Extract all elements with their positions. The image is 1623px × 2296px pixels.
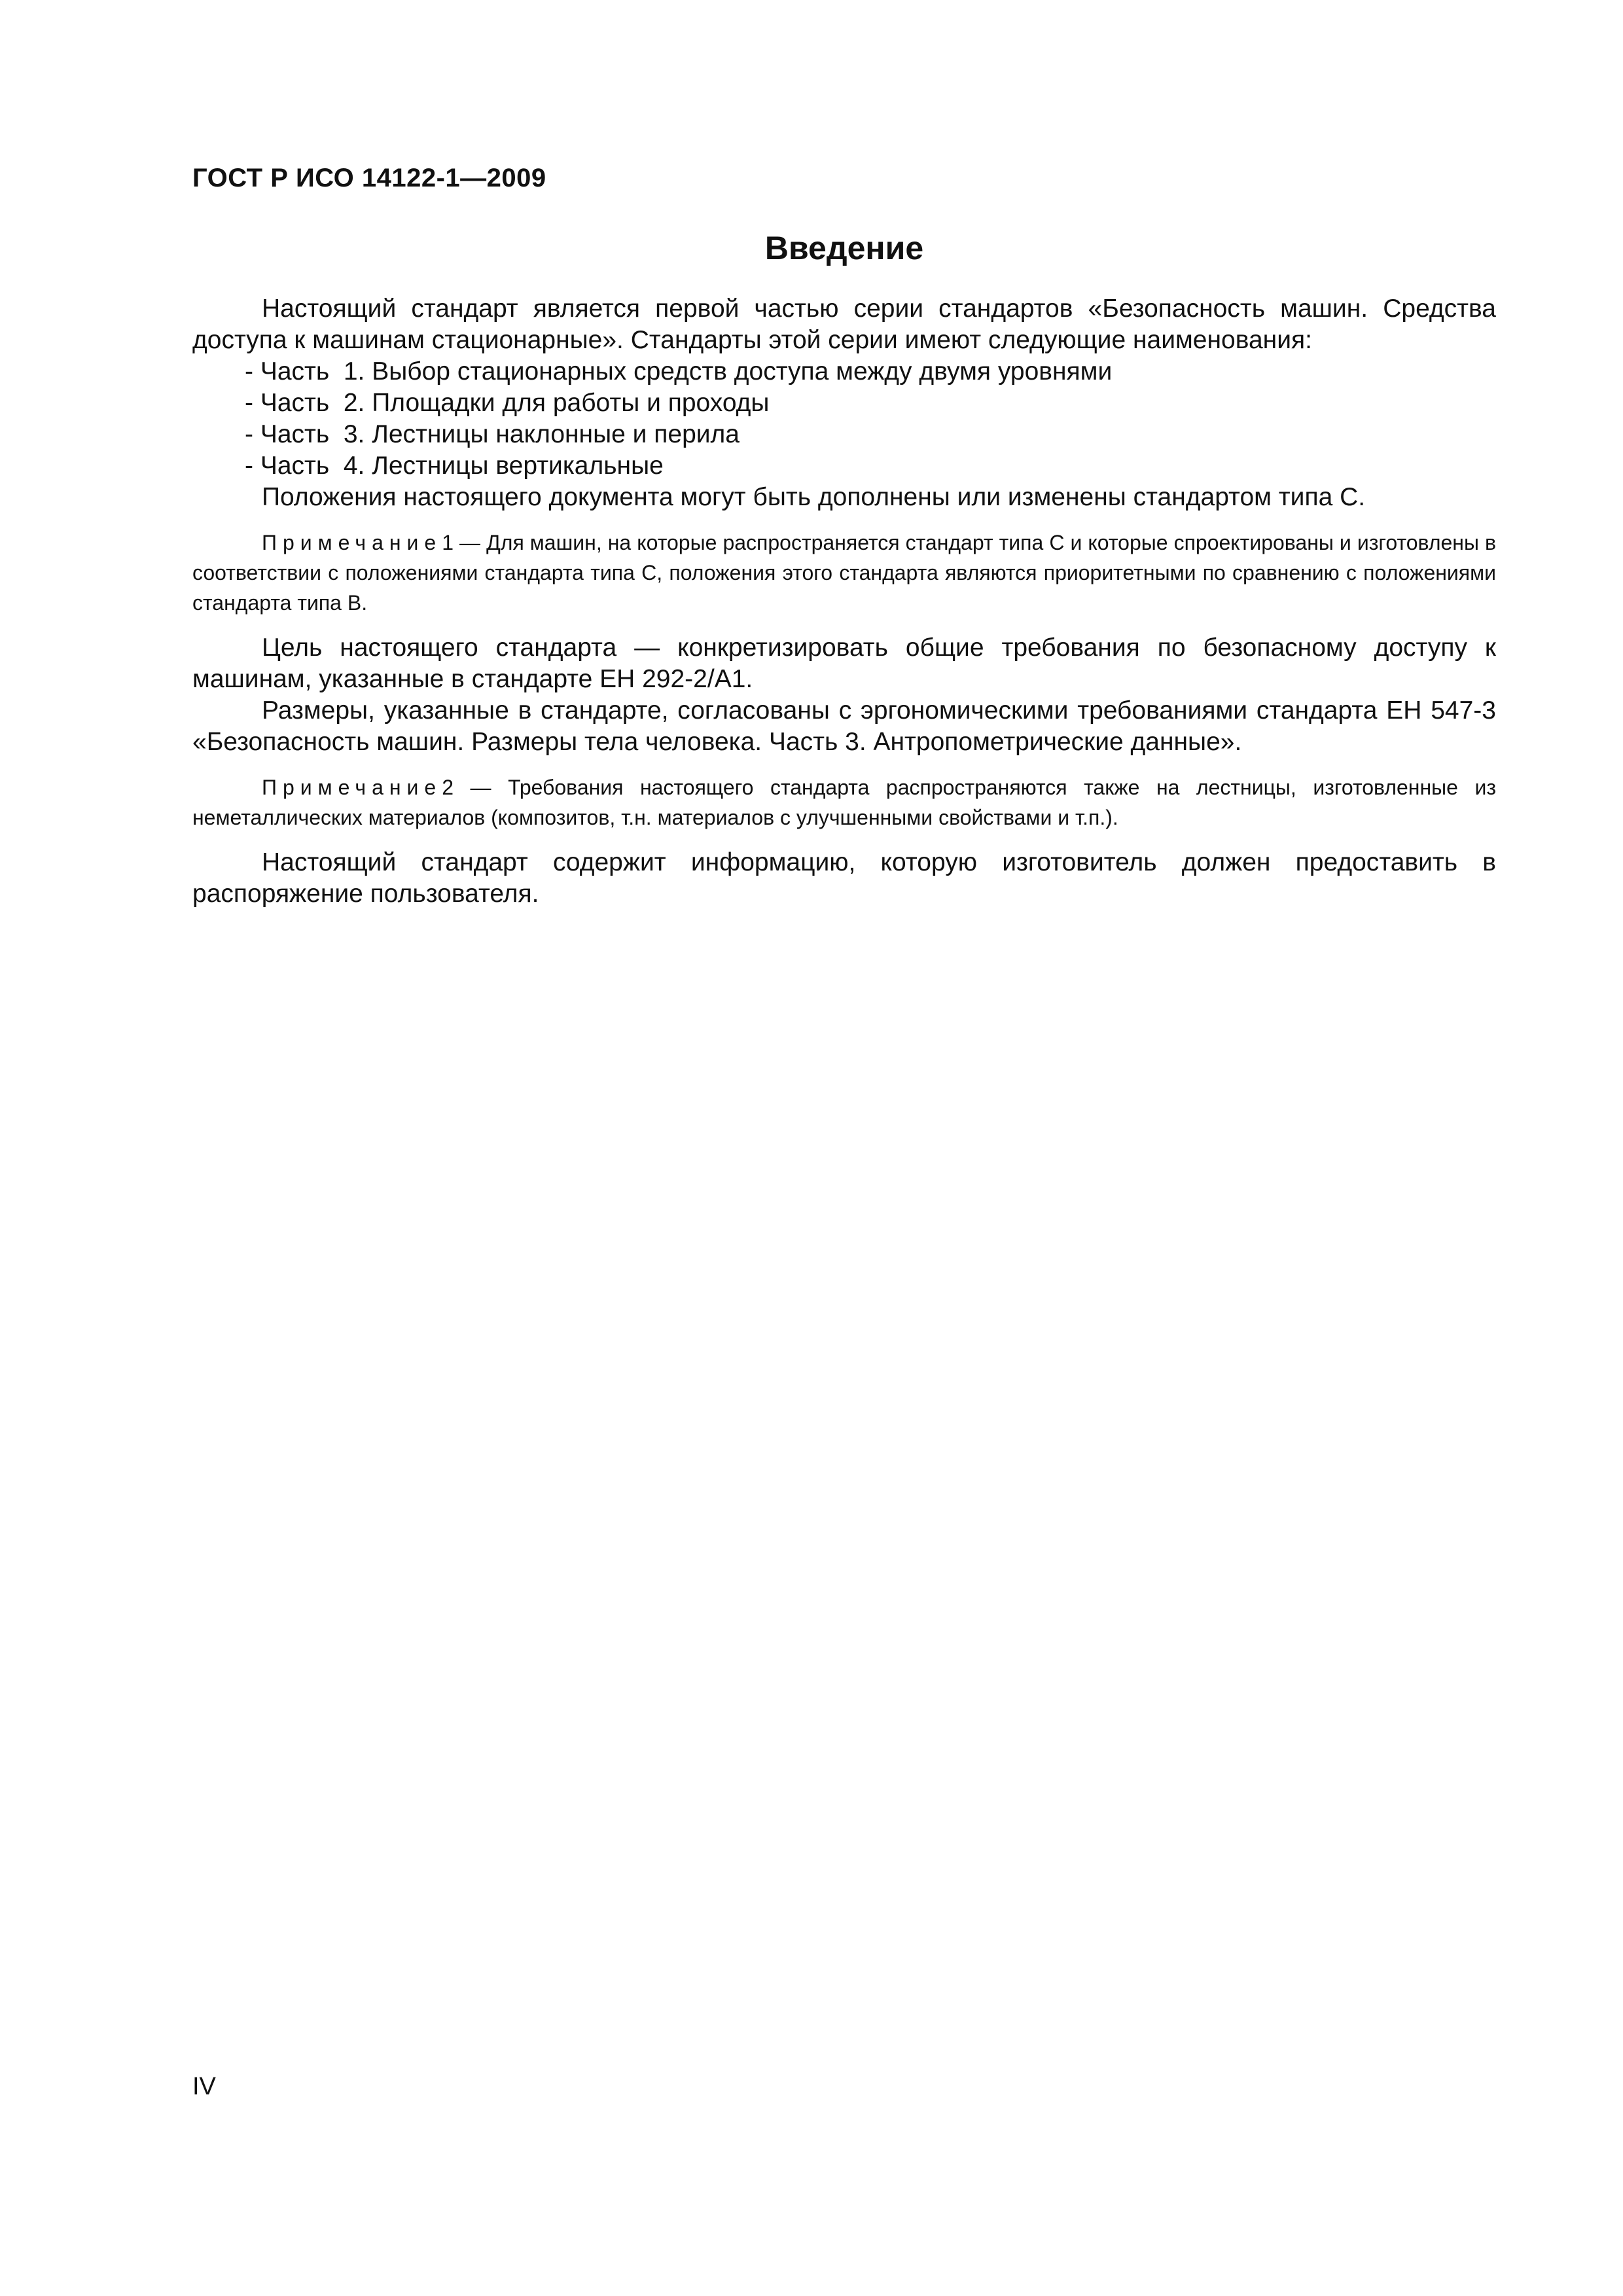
note-1 (192, 528, 1496, 618)
part-list-item: - Часть 3. Лестницы наклонные и перила (245, 420, 740, 448)
note-2-number: 2 (442, 776, 454, 799)
note-1-text: — Для машин, на которые распространяется стандарт типа С и которые спроектированы и изготовлены в соответствии с положениями стандарта типа С, положения этого стандарта являются приоритетными по сравнению с положениями стандарта типа В. (192, 531, 1496, 615)
section-title: Введение (764, 230, 924, 266)
note-2-text: — Требования настоящего стандарта распространяются также на лестницы, изготовленные из неметаллических материалов (композитов, т.н. материалов с улучшенными свойствами и т.п.). (192, 776, 1496, 829)
part-list-item: - Часть 4. Лестницы вертикальные (245, 452, 664, 480)
dimensions-paragraph: Размеры, указанные в стандарте, согласованы с эргономическими требованиями стандарта ЕН 547-3 «Безопасность машин. Размеры тела человека. Часть 3. Антропометрические данные». (192, 696, 1496, 756)
document-body (192, 293, 1496, 910)
page-number: IV (192, 2073, 216, 2100)
provisions-paragraph: Положения настоящего документа могут быть дополнены или изменены стандартом типа С. (262, 483, 1366, 511)
note-2-label: Примечание (262, 776, 442, 799)
purpose-paragraph: Цель настоящего стандарта — конкретизировать общие требования по безопасному доступу к машинам, указанные в стандарте ЕН 292-2/А1. (192, 634, 1496, 693)
note-2 (192, 772, 1496, 833)
part-list-item: - Часть 1. Выбор стационарных средств доступа между двумя уровнями (245, 357, 1113, 386)
note-1-number: 1 (442, 531, 454, 554)
part-list-item: - Часть 2. Площадки для работы и проходы (245, 389, 770, 417)
document-code-header: ГОСТ Р ИСО 14122-1—2009 (192, 164, 546, 192)
info-paragraph: Настоящий стандарт содержит информацию, которую изготовитель должен предоставить в распоряжение пользователя. (192, 848, 1496, 908)
intro-paragraph: Настоящий стандарт является первой частью серии стандартов «Безопасность машин. Средства доступа к машинам стационарные». Стандарты этой серии имеют следующие наименования: (192, 295, 1496, 354)
note-1-label: Примечание (262, 531, 442, 554)
